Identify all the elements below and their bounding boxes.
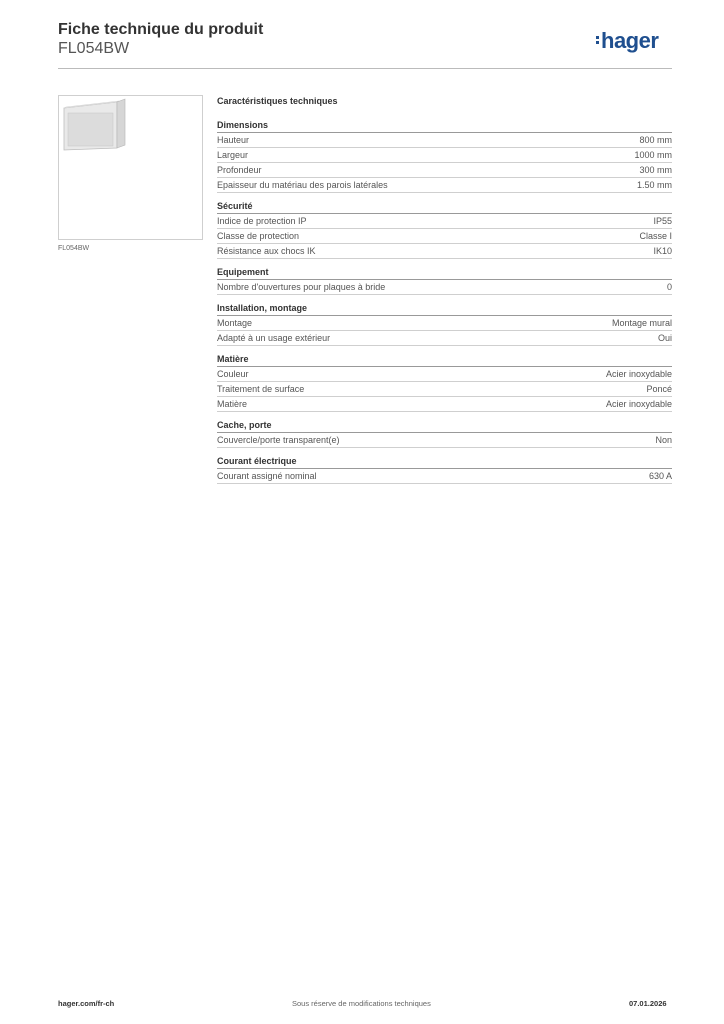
brand-logo (596, 28, 658, 54)
spec-row (217, 367, 672, 382)
spec-value: 630 A (648, 471, 672, 481)
spec-label: Matière (217, 399, 248, 409)
spec-row (217, 316, 672, 331)
spec-row (217, 382, 672, 397)
spec-label: Montage (217, 318, 253, 328)
spec-value: 300 mm (639, 165, 672, 175)
logo-dots-icon (596, 34, 599, 46)
spec-row (217, 397, 672, 412)
spec-row (217, 163, 672, 178)
group-title: Sécurité (217, 201, 672, 214)
group-title: Cache, porte (217, 420, 672, 433)
spec-label: Profondeur (217, 165, 262, 175)
spec-label: Adapté à un usage extérieur (217, 333, 331, 343)
spec-label: Résistance aux chocs IK (217, 246, 316, 256)
product-caption: FL054BW (58, 245, 90, 252)
technical-specifications (217, 96, 672, 492)
spec-group-equipement (217, 267, 672, 295)
spec-label: Couleur (217, 369, 249, 379)
page-title: Fiche technique du produit (58, 21, 264, 38)
brand-name: hager (601, 28, 659, 53)
spec-group-cache-porte (217, 420, 672, 448)
spec-row (217, 469, 672, 484)
enclosure-cabinet-image (59, 96, 202, 239)
footer-disclaimer: Sous réserve de modifications techniques (292, 999, 431, 1008)
footer-website-link[interactable]: hager.com/fr-ch (58, 999, 115, 1008)
spec-group-securite (217, 201, 672, 259)
group-title: Equipement (217, 267, 672, 280)
spec-row (217, 229, 672, 244)
spec-row (217, 331, 672, 346)
spec-row (217, 214, 672, 229)
spec-value: Montage mural (611, 318, 672, 328)
spec-label: Epaisseur du matériau des parois latérales (217, 180, 388, 190)
spec-value: 0 (666, 282, 672, 292)
spec-label: Hauteur (217, 135, 250, 145)
spec-value: Oui (657, 333, 672, 343)
footer-date: 07.01.2026 (629, 999, 667, 1008)
specs-title: Caractéristiques techniques (217, 96, 338, 106)
header-divider (58, 68, 672, 69)
group-title: Matière (217, 354, 672, 367)
group-title: Courant électrique (217, 456, 672, 469)
spec-group-matiere (217, 354, 672, 412)
group-title: Installation, montage (217, 303, 672, 316)
spec-label: Classe de protection (217, 231, 300, 241)
spec-value: Acier inoxydable (605, 399, 672, 409)
group-title: Dimensions (217, 120, 672, 133)
spec-label: Nombre d'ouvertures pour plaques à bride (217, 282, 386, 292)
spec-row (217, 178, 672, 193)
spec-group-dimensions (217, 120, 672, 193)
spec-value: 1.50 mm (636, 180, 672, 190)
spec-label: Couvercle/porte transparent(e) (217, 435, 340, 445)
spec-row (217, 148, 672, 163)
spec-value: IK10 (653, 246, 672, 256)
spec-value: 800 mm (639, 135, 672, 145)
spec-value: Poncé (646, 384, 672, 394)
spec-row (217, 244, 672, 259)
spec-label: Indice de protection IP (217, 216, 307, 226)
spec-label: Traitement de surface (217, 384, 305, 394)
spec-label: Largeur (217, 150, 249, 160)
product-code: FL054BW (58, 40, 130, 57)
spec-value: IP55 (653, 216, 672, 226)
spec-group-installation (217, 303, 672, 346)
spec-label: Courant assigné nominal (217, 471, 317, 481)
spec-value: 1000 mm (634, 150, 672, 160)
spec-row (217, 433, 672, 448)
spec-value: Classe I (639, 231, 672, 241)
product-image-frame (58, 95, 203, 240)
spec-value: Non (655, 435, 672, 445)
spec-group-courant (217, 456, 672, 484)
spec-row (217, 133, 672, 148)
spec-value: Acier inoxydable (605, 369, 672, 379)
spec-row (217, 280, 672, 295)
